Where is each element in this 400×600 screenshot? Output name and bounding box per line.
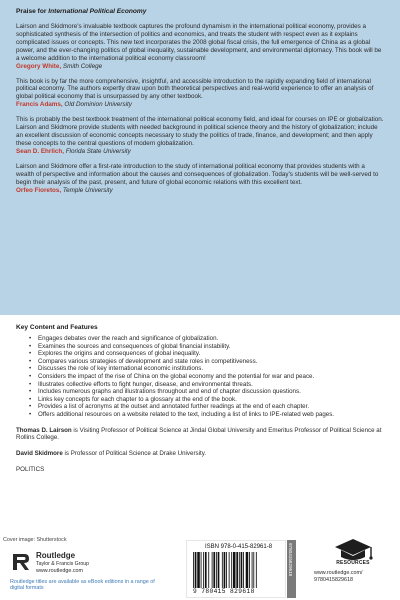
quote-author: Gregory White, Smith College <box>16 62 103 70</box>
author-name: Thomas D. Lairson <box>16 426 72 434</box>
features-list <box>29 335 384 419</box>
quote-author-name: Francis Adams <box>16 101 61 109</box>
quote-author-name: Gregory White <box>16 62 60 70</box>
quote-white <box>16 23 384 71</box>
isbn-text: ISBN 978-0-415-82961-8 <box>205 544 273 550</box>
publisher-name: Routledge <box>36 551 76 560</box>
ean-tab <box>287 540 296 598</box>
praise-heading-title: International Political Economy <box>48 8 147 15</box>
quote-adams <box>16 78 384 110</box>
resources-label: RESOURCES <box>336 560 370 566</box>
author-bio-text: is Professor of Political Science at Drake University. <box>62 450 207 458</box>
author-bio-text: is Visiting Professor of Political Science at Jindal Global University and Emeritus Professor of Political Science at Rollins College. <box>16 426 382 442</box>
resources-url[interactable]: www.routledge.com/ 9780415829618 <box>314 570 363 583</box>
author-name: David Skidmore <box>16 450 63 458</box>
publisher-url[interactable]: www.routledge.com <box>36 568 84 574</box>
author-bio-lairson <box>16 427 384 443</box>
quote-text: This book is by far the more comprehensive, insightful, and accessible introduction to the rapidly expanding field of international political economy. The authors expertly draw upon both theoretical perspectives and real-world experience to offer an analysis of global political economy that is unsurpassed by any other textbook. <box>16 77 374 101</box>
quote-author-affiliation: Smith College <box>62 62 103 70</box>
quote-fioretos <box>16 163 384 195</box>
feature-item: • Explores the origins and consequences of global inequality. <box>29 350 384 358</box>
barcode-icon <box>193 552 281 588</box>
subject-category: POLITICS <box>16 465 45 473</box>
quote-author-affiliation: Old Dominion University <box>64 101 132 109</box>
quote-ehrlich <box>16 116 384 156</box>
quote-author-name: Orfeo Fioretos <box>16 186 60 194</box>
feature-item: • Offers additional resources on a website related to the text, including a list of links to IPE-related web pages. <box>29 411 384 419</box>
feature-item: • Includes numerous graphs and illustrations throughout and end of chapter discussion questions. <box>29 388 384 396</box>
ebook-note: Routledge titles are available as eBook editions in a range of digital formats <box>10 579 155 592</box>
quote-author: Francis Adams, Old Dominion University <box>16 101 132 109</box>
ean-tab-text: 9780415829618 <box>288 543 293 577</box>
quote-author: Orfeo Fioretos, Temple University <box>16 186 113 194</box>
quote-author: Sean D. Ehrlich, Florida State University <box>16 147 131 155</box>
publisher-group: Taylor & Francis Group <box>36 561 90 567</box>
cover-image-credit: Cover image: Shutterstock <box>3 537 67 543</box>
feature-item: • Examines the sources and consequences of global financial instability. <box>29 343 384 351</box>
feature-item: • Illustrates collective efforts to fight hunger, disease, and environmental threats. <box>29 381 384 389</box>
quote-text: Lairson and Skidmore offer a first-rate introduction to the study of international political economy that provides students with a wealth of perspective and information about the causes and consequences of globalization. Today's students will be well-served to begin their analysis of the past, present, and future of global economic relations with this excellent text. <box>16 162 379 186</box>
feature-item: • Provides a list of acronyms at the outset and annotated further readings at the end of each chapter. <box>29 403 384 411</box>
footer-strip <box>0 530 400 600</box>
barcode-digits: 9 780415 829618 <box>193 588 255 595</box>
feature-item: • Compares various strategies of development and state roles in competitiveness. <box>29 358 384 366</box>
routledge-logo-icon <box>10 551 32 573</box>
quote-text: This is probably the best textbook treatment of the international political economy field, and ideal for courses on IPE or globalization. Lairson and Skidmore provide students with needed background in political science theory and the history of globalization; include an excellent discussion of economic concepts necessary to study the politics of trade, finance, and development; and then apply these concepts to the central questions of modern globalization. <box>16 116 384 147</box>
barcode-box <box>186 540 286 598</box>
feature-item: • Engages debates over the reach and significance of globalization. <box>29 335 384 343</box>
features-heading: Key Content and Features <box>16 324 98 331</box>
author-bio-skidmore <box>16 450 384 458</box>
feature-item: • Links key concepts for each chapter to a glossary at the end of the book. <box>29 396 384 404</box>
quote-author-name: Sean D. Ehrlich <box>16 147 63 155</box>
quote-text: Lairson and Skidmore's invaluable textbook captures the profound dynamism in the international political economy, provides a sophisticated synthesis of the intersection of politics and economics, and treats the student with respect even as it explains complicated issues or concepts. This new text incorporates the 2008 global fiscal crisis, the full emergence of China as a global power, and the ever-changing politics of global inequality, sustainable development, and environmental diplomacy. This book will be a welcome addition to the international political economy classroom! <box>16 23 382 62</box>
quote-author-affiliation: Florida State University <box>65 147 131 155</box>
praise-heading <box>16 8 384 16</box>
quote-author-affiliation: Temple University <box>62 186 113 194</box>
praise-heading-prefix: Praise for <box>16 8 49 15</box>
feature-item: • Considers the impact of the rise of China on the global economy and the potential for war and peace. <box>29 373 384 381</box>
feature-item: • Discusses the role of key international economic institutions. <box>29 365 384 373</box>
